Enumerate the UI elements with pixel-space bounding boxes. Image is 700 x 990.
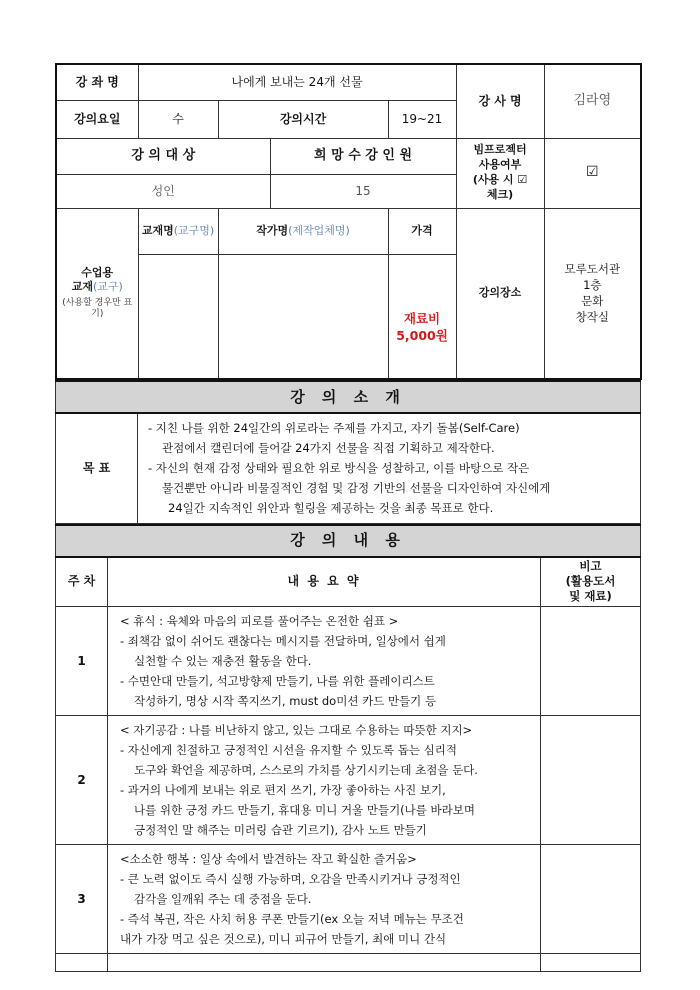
course-name: 나에게 보내는 24개 선물 — [138, 64, 456, 100]
week-summary: < 휴식 : 육체와 마음의 피로를 풀어주는 온전한 쉼표 > - 죄책감 없이 쉬어도 괜찮다는 메시지를 전달하며, 일상에서 쉽게 실천할 수 있는 재충전 활동을 한다. - 수면안대 만들기, 석고방향제 만들기, 나를 위한 플레이리스트 작성하기, 명상 시작 쪽지쓰기, must do미션 카드 만들기 등 — [108, 607, 541, 716]
author-header: 작가명(제작업체명) — [218, 208, 388, 254]
course-name-label: 강 좌 명 — [56, 64, 138, 100]
week-summary: < 자기공감 : 나를 비난하지 않고, 있는 그대로 수용하는 따뜻한 지지> - 자신에게 친절하고 긍정적인 시선을 유지할 수 있도록 돕는 심리적 도구와 확언을 제공하며, 스스로의 가치를 상기시키는데 초점을 둔다. - 과거의 나에게 보내는 위로 편지 쓰기, 가장 좋아하는 사진 보기, 나를 위한 긍정 카드 만들기, 휴대용 미니 거울 만들기(나를 바라보며 긍정적인 말 해주는 미러링 습관 기르기), 감사 노트 만들기 — [108, 716, 541, 845]
target-label: 강 의 대 상 — [56, 138, 270, 174]
week-number: 3 — [56, 845, 108, 954]
material-name-cell — [138, 254, 218, 379]
week-note — [541, 607, 641, 716]
course-intro-table — [55, 380, 641, 524]
projector-label: 빔프로젝터 사용여부 (사용 시 ☑ 체크) — [456, 138, 544, 208]
price-header: 가격 — [388, 208, 456, 254]
note-header: 비고 (활용도서 및 재료) — [541, 557, 641, 607]
time-label: 강의시간 — [218, 100, 388, 138]
capacity-label: 희 망 수 강 인 원 — [270, 138, 456, 174]
week-summary: <소소한 행복 : 일상 속에서 발견하는 작고 확실한 즐거움> - 큰 노력 없이도 즉시 실행 가능하며, 오감을 만족시키거나 긍정적인 감각을 일깨워 주는 데 중점을 둔다. - 즉석 복권, 작은 사치 허용 쿠폰 만들기(ex 오늘 저녁 메뉴는 무조건 내가 가장 먹고 싶은 것으로), 미니 피규어 만들기, 최애 미니 간식 — [108, 845, 541, 954]
material-name-header: 교재명(교구명) — [138, 208, 218, 254]
course-info-table — [55, 63, 642, 380]
table-row-empty — [56, 954, 641, 972]
intro-section-title: 강 의 소 개 — [56, 381, 641, 413]
capacity-value: 15 — [270, 174, 456, 208]
course-plan-sheet — [55, 63, 640, 972]
course-content-table — [55, 524, 641, 973]
target-value: 성인 — [56, 174, 270, 208]
author-cell — [218, 254, 388, 379]
venue-value: 모루도서관 1층 문화 창작실 — [544, 208, 641, 379]
course-day: 수 — [138, 100, 218, 138]
day-label: 강의요일 — [56, 100, 138, 138]
instructor-label: 강 사 명 — [456, 64, 544, 138]
summary-header: 내 용 요 약 — [108, 557, 541, 607]
price-cell: 재료비 5,000원 — [388, 254, 456, 379]
week-note — [541, 716, 641, 845]
table-row — [56, 845, 641, 954]
goal-text: - 지친 나를 위한 24일간의 위로라는 주제를 가지고, 자기 돌봄(Self-Care) 관점에서 캘린더에 들어갈 24가지 선물을 직접 기획하고 제작한다. - 자신의 현재 감정 상태와 필요한 위로 방식을 성찰하고, 이를 바탕으로 작은 물건뿐만 아니라 비물질적인 경험 및 감정 기반의 선물을 디자인하여 자신에게 24일간 지속적인 위안과 힐링을 제공하는 것을 최종 목표로 한다. — [138, 413, 641, 523]
week-number: 2 — [56, 716, 108, 845]
week-note — [541, 845, 641, 954]
table-row — [56, 716, 641, 845]
venue-label: 강의장소 — [456, 208, 544, 379]
goal-label: 목 표 — [56, 413, 138, 523]
projector-checkbox[interactable]: ☑ — [544, 138, 641, 208]
week-number: 1 — [56, 607, 108, 716]
week-header: 주 차 — [56, 557, 108, 607]
content-section-title: 강 의 내 용 — [56, 525, 641, 557]
table-row — [56, 607, 641, 716]
materials-label: 수업용 교재(교구) (사용할 경우만 표기) — [56, 208, 138, 379]
instructor-name: 김라영 — [544, 64, 641, 138]
course-time: 19~21 — [388, 100, 456, 138]
